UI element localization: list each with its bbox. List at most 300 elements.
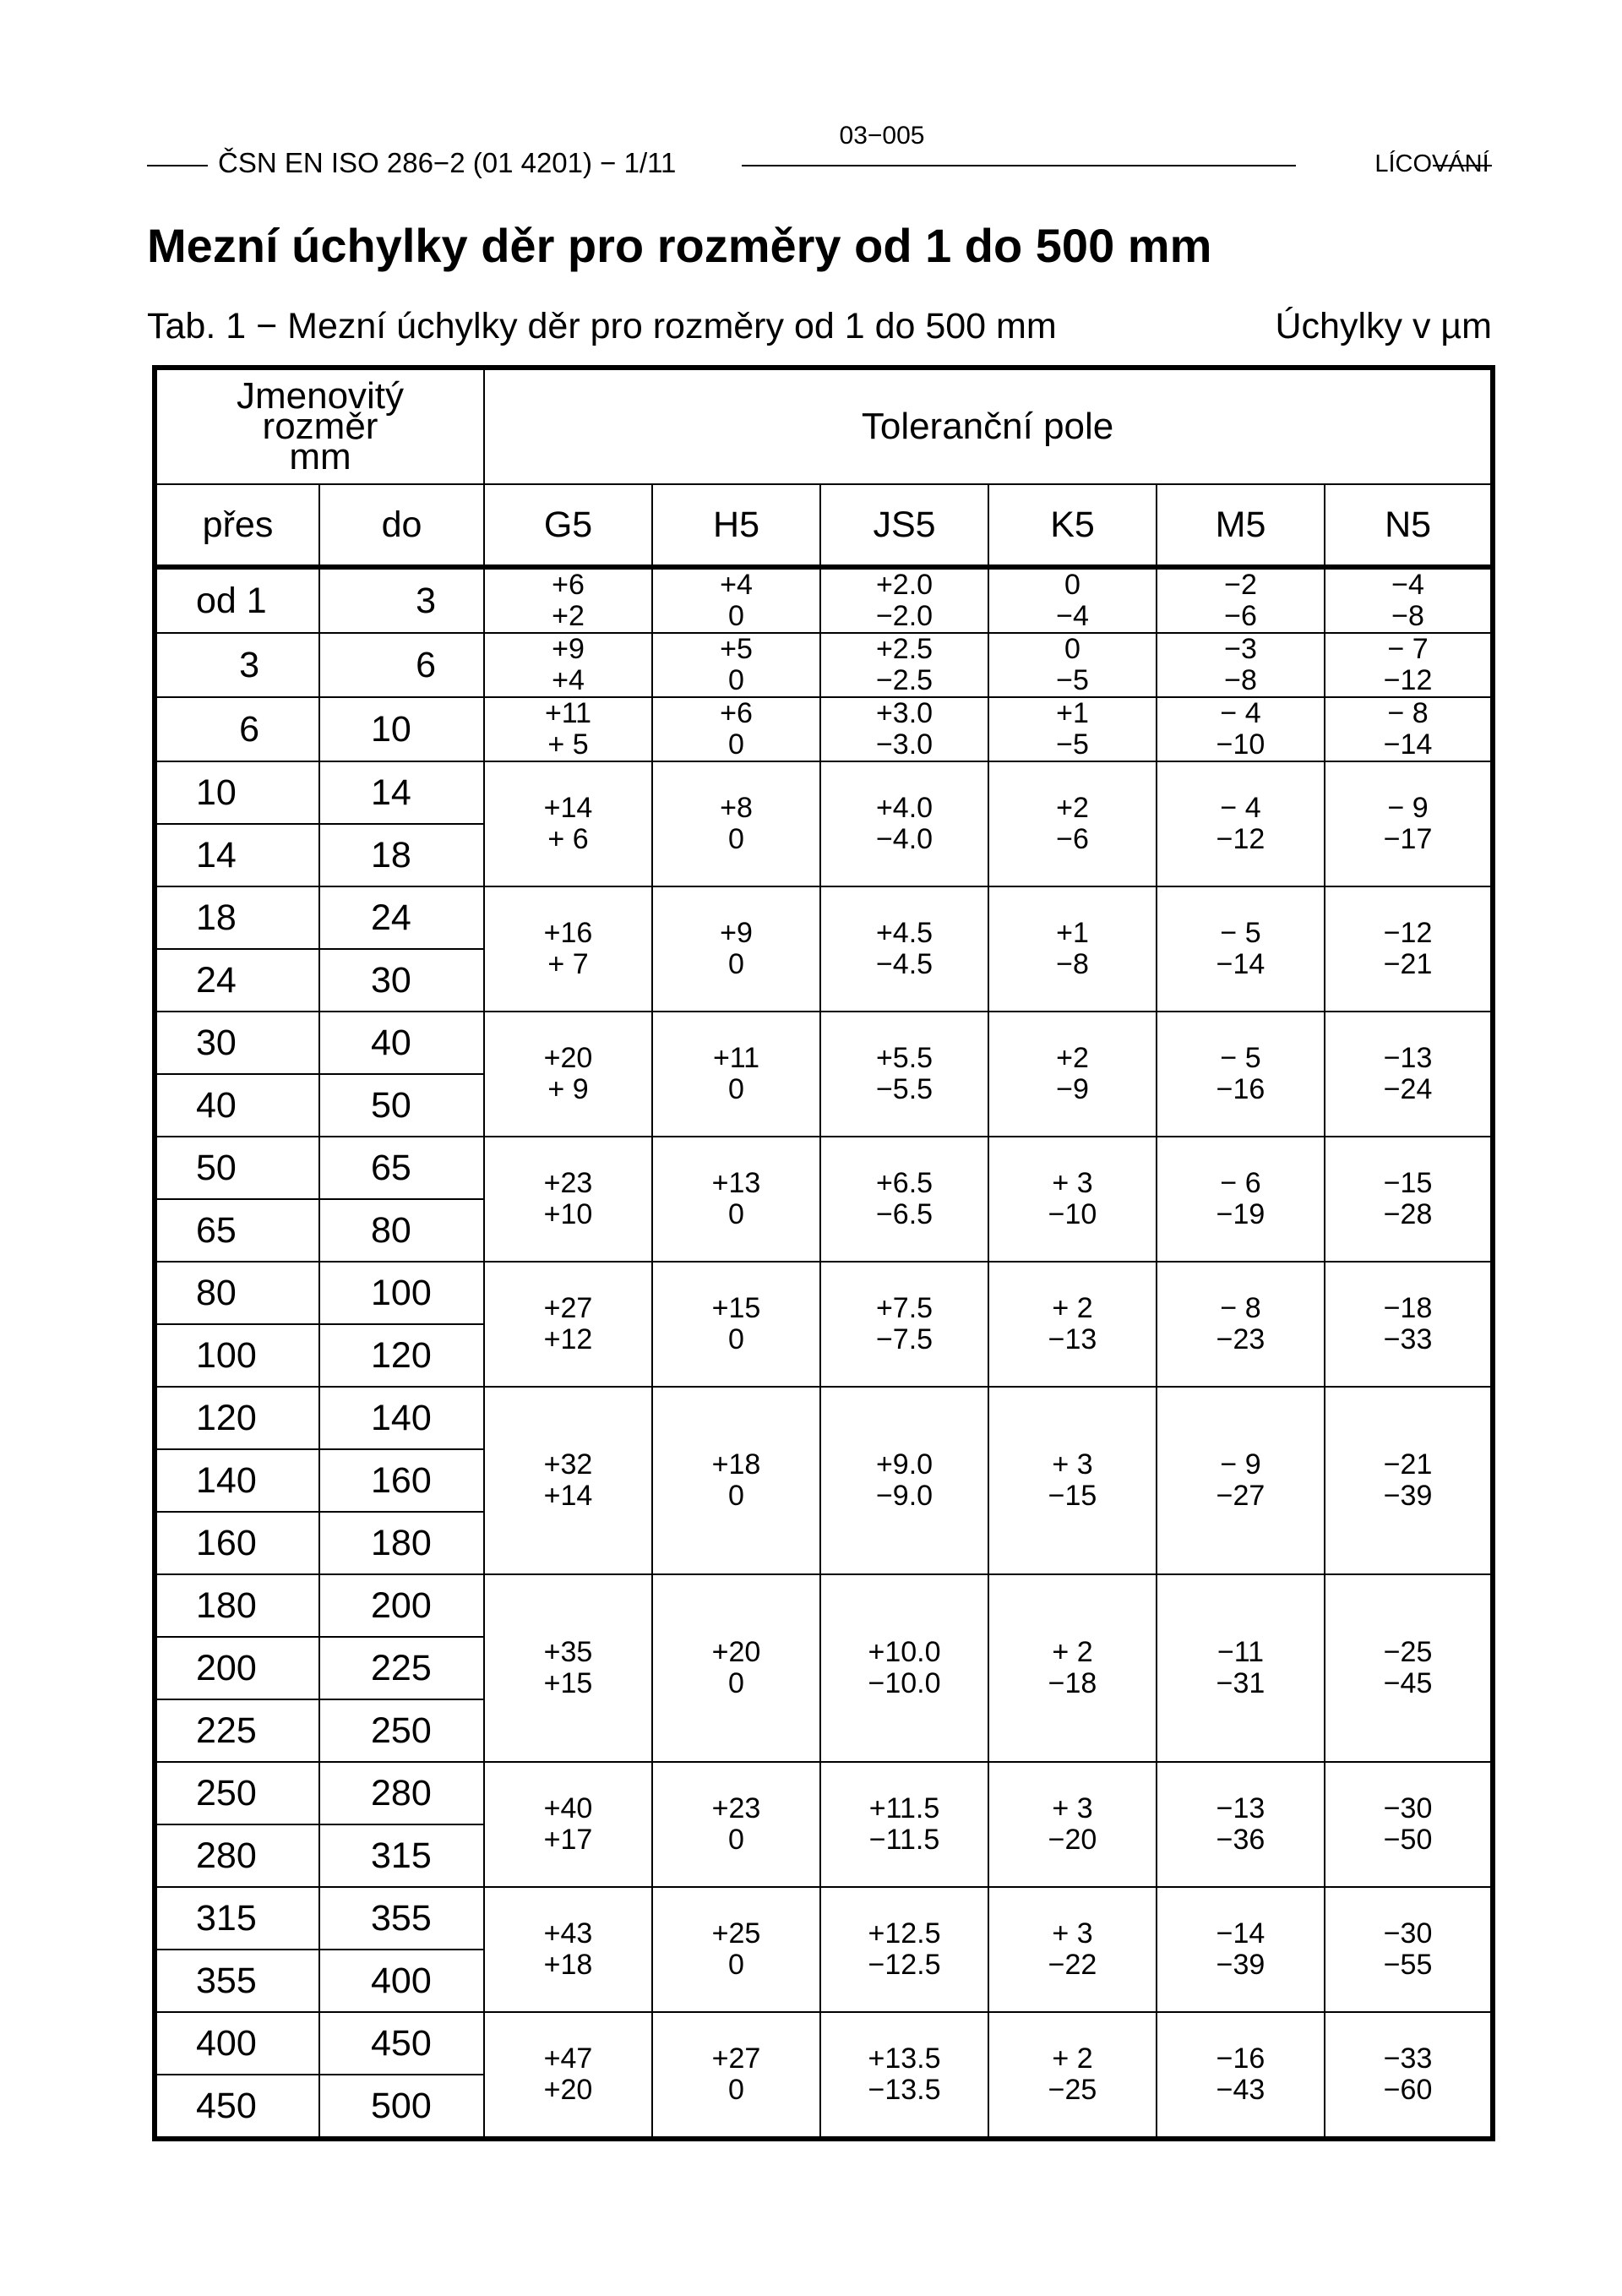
- header-rule-right: [1433, 165, 1492, 166]
- lower-deviation: −60: [1383, 2074, 1433, 2106]
- lower-deviation: −9.0: [875, 1480, 933, 1512]
- lower-deviation: +2: [552, 600, 585, 632]
- deviation-cell: [1325, 1262, 1493, 1387]
- size-to-cell: 180: [319, 1512, 484, 1574]
- lower-deviation: +20: [543, 2074, 593, 2106]
- deviation-pair: [1048, 1293, 1097, 1355]
- deviation-cell: [1325, 697, 1493, 761]
- deviation-pair: [1384, 1918, 1433, 1981]
- size-over-cell: 24: [155, 949, 319, 1012]
- upper-deviation: −16: [1216, 2042, 1265, 2075]
- lower-deviation: −22: [1048, 1949, 1097, 1981]
- size-to-cell: 500: [319, 2075, 484, 2139]
- upper-deviation: +2.5: [875, 633, 933, 665]
- size-over-cell: 355: [155, 1950, 319, 2012]
- column-header-n5: N5: [1325, 484, 1493, 567]
- column-header-over: přes: [155, 484, 319, 567]
- deviation-cell: [820, 633, 988, 697]
- deviation-pair: [1216, 1637, 1265, 1699]
- column-header-g5: G5: [484, 484, 652, 567]
- size-over-cell: 450: [155, 2075, 319, 2139]
- upper-deviation: −33: [1383, 2042, 1433, 2075]
- deviation-pair: [544, 1637, 593, 1699]
- deviation-cell: [820, 697, 988, 761]
- table-row: [155, 1762, 1493, 1824]
- lower-deviation: −13: [1048, 1323, 1097, 1355]
- tolerance-field-header: Toleranční pole: [484, 368, 1493, 484]
- deviation-pair: [1224, 570, 1257, 632]
- deviation-pair: [1224, 634, 1257, 696]
- page-code: 03−005: [839, 122, 925, 150]
- deviation-cell: [652, 2012, 820, 2139]
- upper-deviation: +32: [543, 1448, 593, 1481]
- lower-deviation: −50: [1383, 1824, 1433, 1856]
- deviation-pair: [1216, 1043, 1265, 1105]
- deviation-cell: [484, 1887, 652, 2012]
- deviation-pair: [712, 1449, 761, 1512]
- deviation-cell: [484, 1387, 652, 1574]
- table-row: [155, 1387, 1493, 1449]
- upper-deviation: +10.0: [868, 1636, 941, 1668]
- deviation-pair: [1216, 698, 1265, 761]
- deviation-cell: [484, 567, 652, 633]
- upper-deviation: +4.0: [875, 792, 933, 824]
- size-over-cell: 280: [155, 1824, 319, 1887]
- upper-deviation: +1: [1056, 917, 1089, 949]
- deviation-cell: [652, 1387, 820, 1574]
- upper-deviation: −15: [1383, 1167, 1433, 1199]
- units-note: Úchylky v µm: [1275, 306, 1492, 346]
- deviation-cell: [820, 761, 988, 886]
- upper-deviation: −13: [1383, 1042, 1433, 1074]
- deviation-cell: [652, 567, 820, 633]
- deviation-cell: [1325, 1387, 1493, 1574]
- size-to-cell: 100: [319, 1262, 484, 1324]
- deviation-cell: [1325, 1574, 1493, 1762]
- lower-deviation: −3.0: [875, 728, 933, 761]
- size-to-cell: 280: [319, 1762, 484, 1824]
- size-to-cell: 200: [319, 1574, 484, 1637]
- deviation-cell: [988, 567, 1157, 633]
- upper-deviation: +9.0: [875, 1448, 933, 1481]
- deviation-pair: [876, 1449, 933, 1512]
- deviation-cell: [988, 761, 1157, 886]
- size-over-cell: 18: [155, 886, 319, 949]
- lower-deviation: 0: [728, 1949, 744, 1981]
- lower-deviation: 0: [728, 1073, 744, 1105]
- deviation-pair: [876, 1168, 933, 1230]
- lower-deviation: −24: [1383, 1073, 1433, 1105]
- deviation-cell: [652, 761, 820, 886]
- lower-deviation: −4.0: [875, 823, 933, 855]
- nominal-size-header-line: Jmenovitý: [236, 375, 405, 417]
- lower-deviation: +15: [543, 1667, 593, 1699]
- deviation-cell: [484, 1137, 652, 1262]
- upper-deviation: +16: [543, 917, 593, 949]
- size-to-cell: 225: [319, 1637, 484, 1699]
- upper-deviation: −12: [1383, 917, 1433, 949]
- upper-deviation: +7.5: [875, 1292, 933, 1324]
- lower-deviation: −16: [1216, 1073, 1265, 1105]
- lower-deviation: 0: [728, 728, 744, 761]
- deviation-cell: [1157, 1012, 1325, 1137]
- deviation-pair: [544, 1043, 593, 1105]
- deviation-cell: [1157, 1387, 1325, 1574]
- upper-deviation: +11.5: [868, 1792, 940, 1824]
- upper-deviation: +2.0: [875, 569, 933, 601]
- upper-deviation: + 2: [1052, 1636, 1093, 1668]
- lower-deviation: −33: [1383, 1323, 1433, 1355]
- deviation-pair: [720, 793, 753, 855]
- deviation-cell: [820, 886, 988, 1012]
- deviation-pair: [1048, 2043, 1097, 2106]
- lower-deviation: −4: [1056, 600, 1089, 632]
- deviation-cell: [652, 1137, 820, 1262]
- deviation-pair: [1048, 1918, 1097, 1981]
- deviation-cell: [820, 1762, 988, 1887]
- upper-deviation: 0: [1064, 569, 1080, 601]
- upper-deviation: − 8: [1220, 1292, 1261, 1324]
- upper-deviation: +25: [711, 1917, 761, 1950]
- deviation-pair: [876, 1043, 933, 1105]
- deviation-pair: [544, 1449, 593, 1512]
- lower-deviation: +18: [543, 1949, 593, 1981]
- deviation-pair: [1384, 1637, 1433, 1699]
- lower-deviation: −13.5: [868, 2074, 941, 2106]
- size-to-cell: 450: [319, 2012, 484, 2075]
- deviation-cell: [652, 1887, 820, 2012]
- size-to-cell: 80: [319, 1199, 484, 1262]
- lower-deviation: −6: [1224, 600, 1257, 632]
- deviation-cell: [484, 633, 652, 697]
- lower-deviation: −5: [1056, 664, 1089, 696]
- deviation-cell: [988, 1574, 1157, 1762]
- upper-deviation: +20: [543, 1042, 593, 1074]
- deviation-cell: [1157, 886, 1325, 1012]
- deviation-cell: [1325, 761, 1493, 886]
- deviation-cell: [988, 633, 1157, 697]
- deviation-cell: [1157, 2012, 1325, 2139]
- deviation-cell: [988, 2012, 1157, 2139]
- deviation-cell: [1157, 1762, 1325, 1887]
- deviation-pair: [1384, 793, 1433, 855]
- deviation-cell: [820, 1262, 988, 1387]
- upper-deviation: − 5: [1220, 917, 1261, 949]
- deviation-cell: [1325, 567, 1493, 633]
- deviation-pair: [1216, 1918, 1265, 1981]
- upper-deviation: +2: [1056, 1042, 1089, 1074]
- column-header-m5: M5: [1157, 484, 1325, 567]
- lower-deviation: −14: [1383, 728, 1433, 761]
- lower-deviation: −2.5: [875, 664, 933, 696]
- deviation-cell: [1325, 2012, 1493, 2139]
- lower-deviation: −12.5: [868, 1949, 941, 1981]
- deviation-pair: [720, 634, 753, 696]
- size-to-cell: 18: [319, 824, 484, 886]
- deviation-cell: [484, 1574, 652, 1762]
- deviation-cell: [1325, 1762, 1493, 1887]
- upper-deviation: +47: [543, 2042, 593, 2075]
- column-header-js5: JS5: [820, 484, 988, 567]
- size-over-cell: 180: [155, 1574, 319, 1637]
- upper-deviation: +4.5: [875, 917, 933, 949]
- lower-deviation: −12: [1383, 664, 1433, 696]
- upper-deviation: +8: [720, 792, 753, 824]
- lower-deviation: −4.5: [875, 948, 933, 980]
- deviation-pair: [876, 570, 933, 632]
- upper-deviation: +13.5: [868, 2042, 941, 2075]
- deviation-cell: [1157, 1574, 1325, 1762]
- deviation-cell: [820, 2012, 988, 2139]
- deviation-cell: [988, 1262, 1157, 1387]
- deviation-pair: [1056, 793, 1089, 855]
- deviation-pair: [1216, 2043, 1265, 2106]
- upper-deviation: +27: [711, 2042, 761, 2075]
- size-over-cell: 6: [155, 697, 319, 761]
- upper-deviation: +43: [543, 1917, 593, 1950]
- deviation-cell: [988, 1762, 1157, 1887]
- deviation-cell: [820, 567, 988, 633]
- table-row: [155, 1262, 1493, 1324]
- upper-deviation: −30: [1383, 1792, 1433, 1824]
- deviation-cell: [1157, 1262, 1325, 1387]
- deviation-table: [152, 365, 1495, 2141]
- upper-deviation: +35: [543, 1636, 593, 1668]
- deviation-cell: [820, 1887, 988, 2012]
- size-over-cell: 10: [155, 761, 319, 824]
- lower-deviation: 0: [728, 600, 744, 632]
- deviation-pair: [1056, 698, 1089, 761]
- table-row: [155, 761, 1493, 824]
- document-title: Mezní úchylky děr pro rozměry od 1 do 500 mm: [147, 219, 1212, 272]
- lower-deviation: −39: [1216, 1949, 1265, 1981]
- upper-deviation: +23: [543, 1167, 593, 1199]
- deviation-pair: [1056, 634, 1089, 696]
- upper-deviation: +20: [711, 1636, 761, 1668]
- upper-deviation: −3: [1224, 633, 1257, 665]
- lower-deviation: +17: [543, 1824, 593, 1856]
- upper-deviation: − 8: [1387, 697, 1429, 729]
- deviation-pair: [876, 1293, 933, 1355]
- deviation-cell: [652, 1574, 820, 1762]
- table-body: [155, 567, 1493, 2139]
- size-over-cell: 120: [155, 1387, 319, 1449]
- deviation-cell: [652, 1012, 820, 1137]
- upper-deviation: +5.5: [875, 1042, 933, 1074]
- deviation-pair: [544, 1793, 593, 1856]
- deviation-cell: [1325, 1137, 1493, 1262]
- table-row: [155, 633, 1493, 697]
- size-to-cell: 355: [319, 1887, 484, 1950]
- deviation-pair: [1384, 1793, 1433, 1856]
- size-over-cell: 65: [155, 1199, 319, 1262]
- deviation-cell: [1325, 1887, 1493, 2012]
- deviation-cell: [1157, 1887, 1325, 2012]
- upper-deviation: +6.5: [875, 1167, 933, 1199]
- deviation-cell: [988, 886, 1157, 1012]
- deviation-pair: [720, 570, 753, 632]
- lower-deviation: −8: [1391, 600, 1424, 632]
- size-over-cell: 200: [155, 1637, 319, 1699]
- deviation-pair: [712, 2043, 761, 2106]
- lower-deviation: −23: [1216, 1323, 1265, 1355]
- deviation-pair: [1216, 1168, 1265, 1230]
- deviation-pair: [1384, 1449, 1433, 1512]
- deviation-cell: [1157, 633, 1325, 697]
- upper-deviation: − 4: [1220, 697, 1261, 729]
- deviation-cell: [1157, 567, 1325, 633]
- deviation-pair: [876, 793, 933, 855]
- deviation-pair: [868, 1637, 941, 1699]
- upper-deviation: +3.0: [875, 697, 933, 729]
- deviation-cell: [1157, 697, 1325, 761]
- lower-deviation: −6: [1056, 823, 1089, 855]
- deviation-pair: [876, 698, 933, 761]
- deviation-pair: [712, 1637, 761, 1699]
- lower-deviation: −8: [1224, 664, 1257, 696]
- lower-deviation: 0: [728, 664, 744, 696]
- lower-deviation: −36: [1216, 1824, 1265, 1856]
- lower-deviation: 0: [728, 1198, 744, 1230]
- deviation-cell: [988, 1137, 1157, 1262]
- lower-deviation: −39: [1383, 1480, 1433, 1512]
- standard-reference: ČSN EN ISO 286−2 (01 4201) − 1/11: [218, 147, 677, 178]
- lower-deviation: −27: [1216, 1480, 1265, 1512]
- upper-deviation: +18: [711, 1448, 761, 1481]
- deviation-pair: [1384, 1168, 1433, 1230]
- table-row: [155, 567, 1493, 633]
- lower-deviation: + 5: [547, 728, 589, 761]
- deviation-pair: [544, 1918, 593, 1981]
- deviation-cell: [1325, 886, 1493, 1012]
- upper-deviation: −18: [1383, 1292, 1433, 1324]
- table-row: [155, 1137, 1493, 1199]
- lower-deviation: 0: [728, 1323, 744, 1355]
- size-over-cell: 315: [155, 1887, 319, 1950]
- size-to-cell: 65: [319, 1137, 484, 1199]
- deviation-cell: [652, 1262, 820, 1387]
- column-header-to: do: [319, 484, 484, 567]
- deviation-cell: [820, 1137, 988, 1262]
- upper-deviation: −30: [1383, 1917, 1433, 1950]
- upper-deviation: + 2: [1052, 2042, 1093, 2075]
- deviation-pair: [876, 918, 933, 980]
- deviation-pair: [1048, 1793, 1097, 1856]
- lower-deviation: + 6: [547, 823, 589, 855]
- deviation-pair: [1384, 634, 1433, 696]
- column-header-k5: K5: [988, 484, 1157, 567]
- size-to-cell: 14: [319, 761, 484, 824]
- deviation-pair: [544, 1168, 593, 1230]
- lower-deviation: −7.5: [875, 1323, 933, 1355]
- size-to-cell: 6: [319, 633, 484, 697]
- upper-deviation: +6: [720, 697, 753, 729]
- lower-deviation: 0: [728, 2074, 744, 2106]
- upper-deviation: −14: [1216, 1917, 1265, 1950]
- upper-deviation: −11: [1216, 1636, 1265, 1668]
- deviation-cell: [652, 886, 820, 1012]
- lower-deviation: −12: [1216, 823, 1265, 855]
- table-row: [155, 697, 1493, 761]
- lower-deviation: −25: [1048, 2074, 1097, 2106]
- deviation-cell: [484, 697, 652, 761]
- deviation-pair: [712, 1918, 761, 1981]
- deviation-cell: [1157, 761, 1325, 886]
- lower-deviation: −18: [1048, 1667, 1097, 1699]
- lower-deviation: + 9: [547, 1073, 589, 1105]
- upper-deviation: +11: [712, 1042, 760, 1074]
- deviation-pair: [552, 570, 585, 632]
- nominal-size-header-line: rozměr: [262, 406, 378, 447]
- deviation-cell: [820, 1574, 988, 1762]
- deviation-pair: [720, 918, 753, 980]
- deviation-cell: [988, 697, 1157, 761]
- upper-deviation: −4: [1391, 569, 1424, 601]
- deviation-pair: [1216, 1449, 1265, 1512]
- deviation-cell: [484, 1262, 652, 1387]
- lower-deviation: +10: [543, 1198, 593, 1230]
- upper-deviation: −21: [1383, 1448, 1433, 1481]
- lower-deviation: −10: [1216, 728, 1265, 761]
- lower-deviation: −28: [1383, 1198, 1433, 1230]
- table-row: [155, 2012, 1493, 2075]
- table-row: [155, 886, 1493, 949]
- deviation-pair: [1391, 570, 1424, 632]
- lower-deviation: −10: [1048, 1198, 1097, 1230]
- deviation-pair: [1056, 918, 1089, 980]
- lower-deviation: + 7: [547, 948, 589, 980]
- deviation-pair: [1384, 1043, 1433, 1105]
- lower-deviation: +4: [552, 664, 585, 696]
- size-over-cell: 225: [155, 1699, 319, 1762]
- deviation-pair: [720, 698, 753, 761]
- upper-deviation: +23: [711, 1792, 761, 1824]
- deviation-pair: [712, 1293, 761, 1355]
- deviation-pair: [1216, 793, 1265, 855]
- table-row: [155, 1574, 1493, 1637]
- upper-deviation: +6: [552, 569, 585, 601]
- deviation-pair: [1216, 1793, 1265, 1856]
- deviation-pair: [1048, 1168, 1097, 1230]
- lower-deviation: 0: [728, 1824, 744, 1856]
- size-to-cell: 315: [319, 1824, 484, 1887]
- size-over-cell: 140: [155, 1449, 319, 1512]
- deviation-pair: [545, 698, 591, 761]
- deviation-pair: [552, 634, 585, 696]
- upper-deviation: − 6: [1220, 1167, 1261, 1199]
- upper-deviation: +11: [544, 697, 592, 729]
- deviation-cell: [652, 1762, 820, 1887]
- page-header: [147, 118, 1492, 177]
- deviation-pair: [1048, 1449, 1097, 1512]
- size-to-cell: 3: [319, 567, 484, 633]
- size-to-cell: 24: [319, 886, 484, 949]
- deviation-pair: [544, 2043, 593, 2106]
- lower-deviation: −43: [1216, 2074, 1265, 2106]
- lower-deviation: +14: [543, 1480, 593, 1512]
- deviation-cell: [1157, 1137, 1325, 1262]
- lower-deviation: −14: [1216, 948, 1265, 980]
- table-caption: Tab. 1 − Mezní úchylky děr pro rozměry od 1 do 500 mm: [147, 306, 1057, 346]
- upper-deviation: +12.5: [868, 1917, 941, 1950]
- deviation-cell: [988, 1887, 1157, 2012]
- deviation-cell: [484, 1012, 652, 1137]
- upper-deviation: − 7: [1387, 633, 1429, 665]
- deviation-pair: [1056, 570, 1089, 632]
- lower-deviation: −5: [1056, 728, 1089, 761]
- upper-deviation: +9: [720, 917, 753, 949]
- table-row: [155, 1887, 1493, 1950]
